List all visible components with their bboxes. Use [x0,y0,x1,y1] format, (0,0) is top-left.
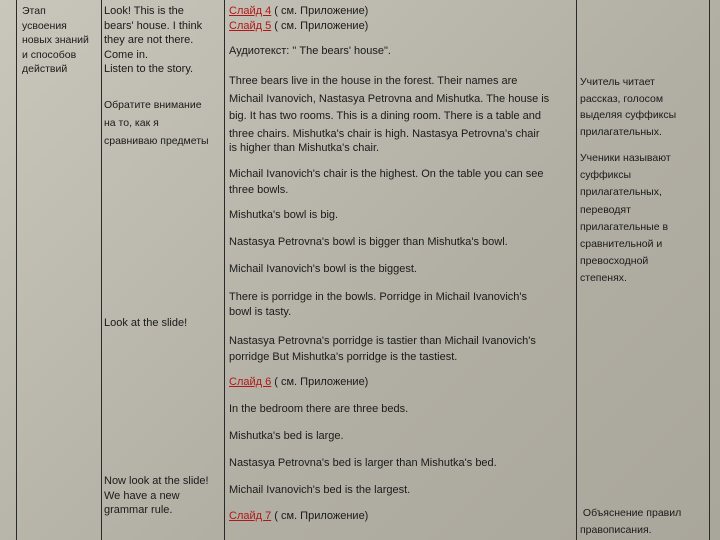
porridge-line: Nastasya Petrovna's porridge is tastier than Michail Ivanovich's [229,335,536,347]
bowl-line: Michail Ivanovich's bowl is the biggest. [229,263,417,275]
slide-7-link[interactable]: Слайд 7 [229,510,272,522]
grammar-line: grammar rule. [104,504,173,516]
audio-text-label [229,44,575,59]
slide-4-ref [229,4,575,19]
story-line: is higher than Mishutka's chair. [229,141,380,154]
stage-line: и способов [22,48,77,61]
students-line: прилагательные в [580,220,669,233]
students-line: прилагательных, [580,186,662,199]
stage-line: действий [22,63,68,75]
slide-5-ref [229,19,575,34]
slide-6-ref [229,375,575,390]
story-line: Michail Ivanovich, Nastasya Petrovna and Mishutka. The house is [229,92,550,105]
students-line: степенях. [580,272,627,285]
porridge-line: There is porridge in the bowls. Porridge in Michail Ivanovich's [229,291,528,303]
students-line: сравнительной и [580,238,663,251]
teacher-line: прилагательных. [580,125,662,138]
slide-7-ref [229,509,575,524]
bed-line: Nastasya Petrovna's bed is larger than Mishutka's bed. [229,457,497,469]
slide-ref-note: ( см. Приложение) [271,20,369,32]
rules-line: правописания. [580,524,652,536]
slide-ref-note: ( см. Приложение) [271,376,369,388]
teacher-intro [104,4,224,77]
column-divider [101,0,102,540]
students-action [580,150,708,288]
rules-line: Объяснение правил [580,507,682,519]
intro-line: Come in. [104,48,149,61]
story-paragraph [229,73,575,155]
story-line: Three bears live in the house in the forest. Their names are [229,75,518,87]
attention-line: сравниваю предметы [104,135,209,147]
attention-note [104,98,224,148]
teacher-action [580,74,708,140]
intro-line: they are not there. [104,34,194,46]
slide-6-link[interactable]: Слайд 6 [229,376,272,388]
column-divider [224,0,225,540]
slide-4-link[interactable]: Слайд 4 [229,5,272,17]
intro-line: Listen to the story. [104,63,194,75]
bowl-line: Mishutka's bowl is big. [229,209,339,221]
stage-cell [22,4,102,77]
stage-line: Этап [22,5,46,17]
students-line: Ученики называют [580,152,671,164]
bed-line: Mishutka's bed is large. [229,430,344,442]
porridge-line: bowl is tasty. [229,306,292,318]
intro-line: bears' house. I think [104,19,203,32]
grammar-line: We have a new [104,489,180,502]
look-slide-line: Look at the slide! [104,317,188,329]
look-slide-text [104,316,224,331]
students-line: суффиксы [580,169,632,182]
teacher-line: рассказ, голосом [580,92,664,105]
column-divider [576,0,577,540]
slide-ref-note: ( см. Приложение) [271,510,369,522]
porridge-paragraph [229,290,575,320]
audio-line: Аудиотекст: " The bears' house". [229,45,391,57]
story-line: three chairs. Mishutka's chair is high. Nastasya Petrovna's chair [229,127,540,140]
porridge-line: porridge But Mishutka's porridge is the tastiest. [229,351,458,363]
attention-line: на то, как я [104,117,159,129]
bed-sentence [229,429,575,444]
bed-sentence [229,456,575,471]
slide-ref-note: ( см. Приложение) [271,5,369,17]
teacher-line: Учитель читает [580,76,655,88]
bowl-sentence [229,262,575,277]
chair-line: Michail Ivanovich's chair is the highest. On the table you can see [229,168,544,180]
grammar-intro [104,474,224,518]
grammar-line: Now look at the slide! [104,475,209,487]
chair-line: three bowls. [229,184,289,196]
rules-explanation [580,505,708,539]
bowl-sentence [229,235,575,250]
bowl-sentence [229,208,575,223]
stage-line: усвоения [22,19,67,32]
stage-line: новых знаний [22,34,89,46]
chair-paragraph [229,166,575,198]
intro-line: Look! This is the [104,5,184,17]
bowl-line: Nastasya Petrovna's bowl is bigger than Mishutka's bowl. [229,236,508,248]
porridge-paragraph [229,333,575,365]
teacher-line: выделяя суффиксы [580,109,677,121]
bed-line: Michail Ivanovich's bed is the largest. [229,484,411,496]
slide-5-link[interactable]: Слайд 5 [229,20,272,32]
bed-sentence [229,483,575,498]
students-line: превосходной [580,255,649,268]
students-line: переводят [580,203,631,216]
attention-line: Обратите внимание [104,99,202,111]
bedroom-line: In the bedroom there are three beds. [229,403,409,415]
story-line: big. It has two rooms. This is a dining room. There is a table and [229,110,542,122]
bedroom-sentence [229,402,575,417]
